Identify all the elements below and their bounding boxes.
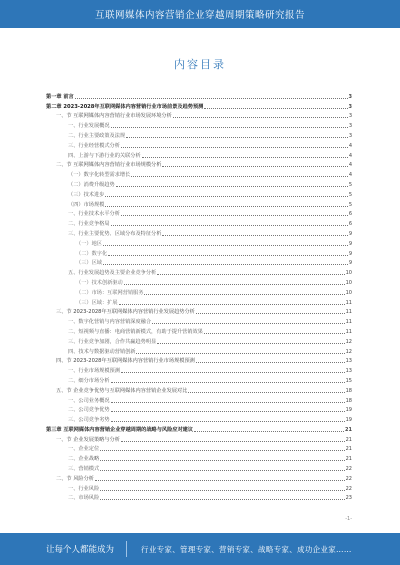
toc-entry[interactable]	[46, 482, 352, 492]
toc-entry[interactable]	[46, 110, 352, 120]
toc-entry[interactable]	[46, 325, 352, 335]
toc-dot-leader	[204, 108, 347, 109]
toc-entry-page: 4	[348, 152, 352, 159]
toc-entry-page: 12	[345, 338, 352, 345]
toc-entry-page: 3	[348, 132, 352, 139]
toc-dot-leader	[116, 186, 348, 187]
toc-entry-label: 二、企业战略	[68, 456, 100, 463]
toc-dot-leader	[111, 225, 348, 226]
toc-entry-label: （三）区域：扩展	[76, 299, 118, 306]
toc-entry[interactable]	[46, 384, 352, 394]
toc-entry-page: 22	[345, 485, 352, 492]
toc-entry[interactable]	[46, 433, 352, 443]
toc-dot-leader	[194, 431, 344, 432]
toc-entry-page: 9	[348, 250, 352, 257]
toc-dot-leader	[121, 147, 348, 148]
toc-entry[interactable]	[46, 198, 352, 208]
toc-entry[interactable]	[46, 100, 352, 110]
toc-dot-leader	[157, 343, 344, 344]
toc-entry-label: 二、短视频与直播：电商营销新模式，有助于提升营销效果	[68, 328, 203, 335]
toc-entry-label: 四、上游与下游行业的关联分析	[68, 152, 141, 159]
toc-entry-page: 4	[348, 142, 352, 149]
toc-heading: 内容目录	[174, 58, 226, 71]
toc-dot-leader	[111, 421, 345, 422]
toc-dot-leader	[188, 392, 344, 393]
toc-entry-page: 13	[345, 358, 352, 365]
toc-dot-leader	[95, 480, 345, 481]
toc-dot-leader	[196, 313, 345, 314]
toc-entry-label: （二）数字化	[76, 250, 108, 257]
toc-entry-page: 3	[348, 93, 352, 100]
toc-entry[interactable]	[46, 413, 352, 423]
toc-entry-page: 21	[345, 436, 352, 443]
toc-entry-label: 二、细分市场分析	[68, 377, 110, 384]
toc-entry-page: 11	[345, 328, 352, 335]
toc-entry-page: 9	[348, 230, 352, 237]
toc-dot-leader	[173, 117, 348, 118]
toc-dot-leader	[100, 490, 344, 491]
toc-dot-leader	[75, 98, 348, 99]
toc-entry-page: 9	[348, 240, 352, 247]
toc-entry-label: （四）市场规模	[68, 201, 105, 208]
toc-dot-leader	[105, 206, 347, 207]
toc-dot-leader	[144, 294, 344, 295]
toc-dot-leader	[136, 353, 344, 354]
toc-entry-label: 五、行业发展趋势及主要企业竞争分析	[68, 270, 157, 277]
toc-entry-page: 5	[348, 181, 352, 188]
toc-dot-leader	[196, 362, 345, 363]
toc-entry-page: 21	[345, 456, 352, 463]
page-number: -1-	[345, 516, 352, 522]
toc-entry[interactable]	[46, 306, 352, 316]
toc-entry[interactable]	[46, 129, 352, 139]
toc-entry[interactable]	[46, 139, 352, 149]
toc-entry-label: （三）区域	[76, 260, 102, 267]
toc-dot-leader	[124, 284, 345, 285]
toc-dot-leader	[108, 255, 348, 256]
toc-entry-page: 11	[345, 309, 352, 316]
toc-entry[interactable]	[46, 355, 352, 365]
toc-dot-leader	[111, 382, 345, 383]
toc-entry-label: 一、行业风险	[68, 485, 100, 492]
toc-entry-label: 二、节 互联网媒体内容营销行业市场规模分析	[56, 162, 162, 169]
toc-dot-leader	[111, 127, 348, 128]
table-of-contents	[46, 90, 352, 501]
toc-entry-label: 一、行业市场规模预测	[68, 368, 120, 375]
toc-dot-leader	[121, 441, 345, 442]
toc-entry-label: 三、节 2023-2028年互联网媒体内容营销行业发展趋势分析	[56, 309, 195, 316]
toc-entry-page: 10	[345, 289, 352, 296]
toc-entry-label: （一）技术创新驱动	[76, 279, 123, 286]
footer-slogan: 让每个人都能成为	[46, 545, 115, 555]
toc-dot-leader	[111, 411, 345, 412]
toc-entry[interactable]	[46, 149, 352, 159]
toc-dot-leader	[204, 333, 345, 334]
toc-entry-page: 22	[345, 466, 352, 473]
toc-entry-page: 21	[345, 446, 352, 453]
toc-entry[interactable]	[46, 168, 352, 178]
toc-entry-page: 19	[345, 417, 352, 424]
toc-entry-label: 二、行业竞争格局	[68, 221, 110, 228]
toc-entry-label: 一、行业技术水平分析	[68, 211, 120, 218]
toc-entry[interactable]	[46, 404, 352, 414]
toc-dot-leader	[119, 304, 345, 305]
toc-entry[interactable]	[46, 208, 352, 218]
toc-entry-label: 二、公司竞争优势	[68, 407, 110, 414]
toc-entry-label: （一）数字化转型需求增长	[68, 172, 131, 179]
toc-entry-page: 9	[348, 260, 352, 267]
toc-entry[interactable]	[46, 227, 352, 237]
toc-entry[interactable]	[46, 462, 352, 472]
toc-dot-leader	[157, 274, 344, 275]
toc-entry-label: 三、行业主要优势、区域分布及特征分析	[68, 230, 162, 237]
toc-entry-label: （二）消费升级趋势	[68, 181, 115, 188]
toc-entry-label: 四、节 2023-2028年互联网媒体内容营销行业市场规模预测	[56, 358, 195, 365]
toc-dot-leader	[105, 196, 347, 197]
footer-bar	[0, 533, 400, 565]
toc-entry[interactable]	[46, 90, 352, 100]
toc-entry[interactable]	[46, 492, 352, 502]
toc-entry-label: 三、公司竞争劣势	[68, 417, 110, 424]
toc-entry-page: 4	[348, 172, 352, 179]
toc-entry-page: 18	[345, 397, 352, 404]
toc-dot-leader	[152, 323, 345, 324]
toc-entry[interactable]	[46, 394, 352, 404]
toc-entry-label: 五、节 企业竞争优势与互联网媒体内容营销企业发展对比	[56, 387, 188, 394]
toc-dot-leader	[100, 460, 344, 461]
toc-entry-page: 12	[345, 348, 352, 355]
toc-entry[interactable]	[46, 119, 352, 129]
toc-dot-leader	[100, 470, 344, 471]
toc-entry-page: 22	[345, 475, 352, 482]
toc-dot-leader	[131, 176, 348, 177]
toc-entry[interactable]	[46, 452, 352, 462]
toc-entry[interactable]	[46, 364, 352, 374]
toc-entry-page: 10	[345, 279, 352, 286]
toc-entry[interactable]	[46, 247, 352, 257]
toc-entry-label: 二、市场风险	[68, 495, 100, 502]
toc-entry-label: 一、公司业务概况	[68, 397, 110, 404]
toc-entry-page: 21	[345, 426, 352, 433]
toc-entry[interactable]	[46, 237, 352, 247]
toc-dot-leader	[126, 137, 348, 138]
toc-entry-label: 第二章 2023-2028年互联网媒体内容营销行业市场前景及趋势预测	[46, 103, 204, 110]
toc-entry[interactable]	[46, 286, 352, 296]
toc-entry-page: 23	[345, 495, 352, 502]
toc-entry-label: （三）技术进步	[68, 191, 105, 198]
toc-entry[interactable]	[46, 423, 352, 433]
footer-tagline: 行业专家、管理专家、营销专家、战略专家、成功企业家……	[141, 544, 352, 554]
toc-entry-page: 4	[348, 162, 352, 169]
toc-entry[interactable]	[46, 266, 352, 276]
toc-dot-leader	[121, 215, 348, 216]
toc-dot-leader	[100, 450, 344, 451]
toc-entry-page: 3	[348, 123, 352, 130]
toc-entry[interactable]	[46, 159, 352, 169]
toc-entry-label: （一）地区	[76, 240, 102, 247]
toc-entry[interactable]	[46, 257, 352, 267]
toc-entry[interactable]	[46, 335, 352, 345]
toc-entry-label: 三、行业竞争加剧，合作共赢趋势明显	[68, 338, 157, 345]
report-title: 互联网媒体内容营销企业穿越周期策略研究报告	[94, 10, 305, 21]
toc-entry[interactable]	[46, 345, 352, 355]
toc-entry-label: 一、企业定位	[68, 446, 100, 453]
toc-entry-page: 6	[348, 221, 352, 228]
toc-entry-page: 3	[348, 103, 352, 110]
toc-entry-page: 3	[348, 113, 352, 120]
toc-entry[interactable]	[46, 178, 352, 188]
toc-entry[interactable]	[46, 472, 352, 482]
toc-entry[interactable]	[46, 374, 352, 384]
toc-dot-leader	[103, 245, 348, 246]
toc-entry-label: 一、行业发展概况	[68, 123, 110, 130]
toc-entry-page: 18	[345, 387, 352, 394]
toc-dot-leader	[100, 499, 344, 500]
toc-entry-page: 13	[345, 368, 352, 375]
toc-entry-page: 15	[345, 377, 352, 384]
footer-divider	[126, 541, 127, 557]
toc-entry-label: 四、技术与数据驱动营销创新	[68, 348, 136, 355]
toc-entry-page: 5	[348, 191, 352, 198]
header-bar	[0, 0, 400, 28]
toc-entry-label: 一、节 企业发展策略与分析	[56, 436, 120, 443]
toc-entry-label: 一、节 互联网媒体内容营销行业市场发展环境分析	[56, 113, 172, 120]
toc-entry[interactable]	[46, 315, 352, 325]
toc-dot-leader	[162, 235, 347, 236]
toc-entry-label: 三、行业经营模式分析	[68, 142, 120, 149]
toc-entry[interactable]	[46, 217, 352, 227]
toc-entry-label: 二、节 风险分析	[56, 475, 94, 482]
toc-entry-label: 一、数字化营销与内容营销深度融合	[68, 319, 152, 326]
toc-entry[interactable]	[46, 276, 352, 286]
toc-entry-label: （二）市场：互联网营销服务	[76, 289, 144, 296]
toc-entry-page: 5	[348, 201, 352, 208]
toc-entry-page: 11	[345, 299, 352, 306]
toc-entry-label: 三、营销模式	[68, 466, 100, 473]
toc-entry[interactable]	[46, 296, 352, 306]
toc-entry-label: 二、行业主要政策及法规	[68, 132, 126, 139]
toc-dot-leader	[103, 264, 348, 265]
toc-dot-leader	[111, 402, 345, 403]
toc-entry-page: 10	[345, 270, 352, 277]
toc-dot-leader	[142, 157, 348, 158]
toc-entry-page: 11	[345, 319, 352, 326]
toc-entry[interactable]	[46, 443, 352, 453]
toc-dot-leader	[162, 166, 347, 167]
toc-dot-leader	[121, 372, 345, 373]
toc-entry-label: 第三章 互联网媒体内容营销企业穿越周期的战略与风险应对建议	[46, 426, 194, 433]
toc-entry-page: 19	[345, 407, 352, 414]
toc-entry-page: 6	[348, 211, 352, 218]
toc-entry-label: 第一章 前言	[46, 93, 74, 100]
toc-entry[interactable]	[46, 188, 352, 198]
